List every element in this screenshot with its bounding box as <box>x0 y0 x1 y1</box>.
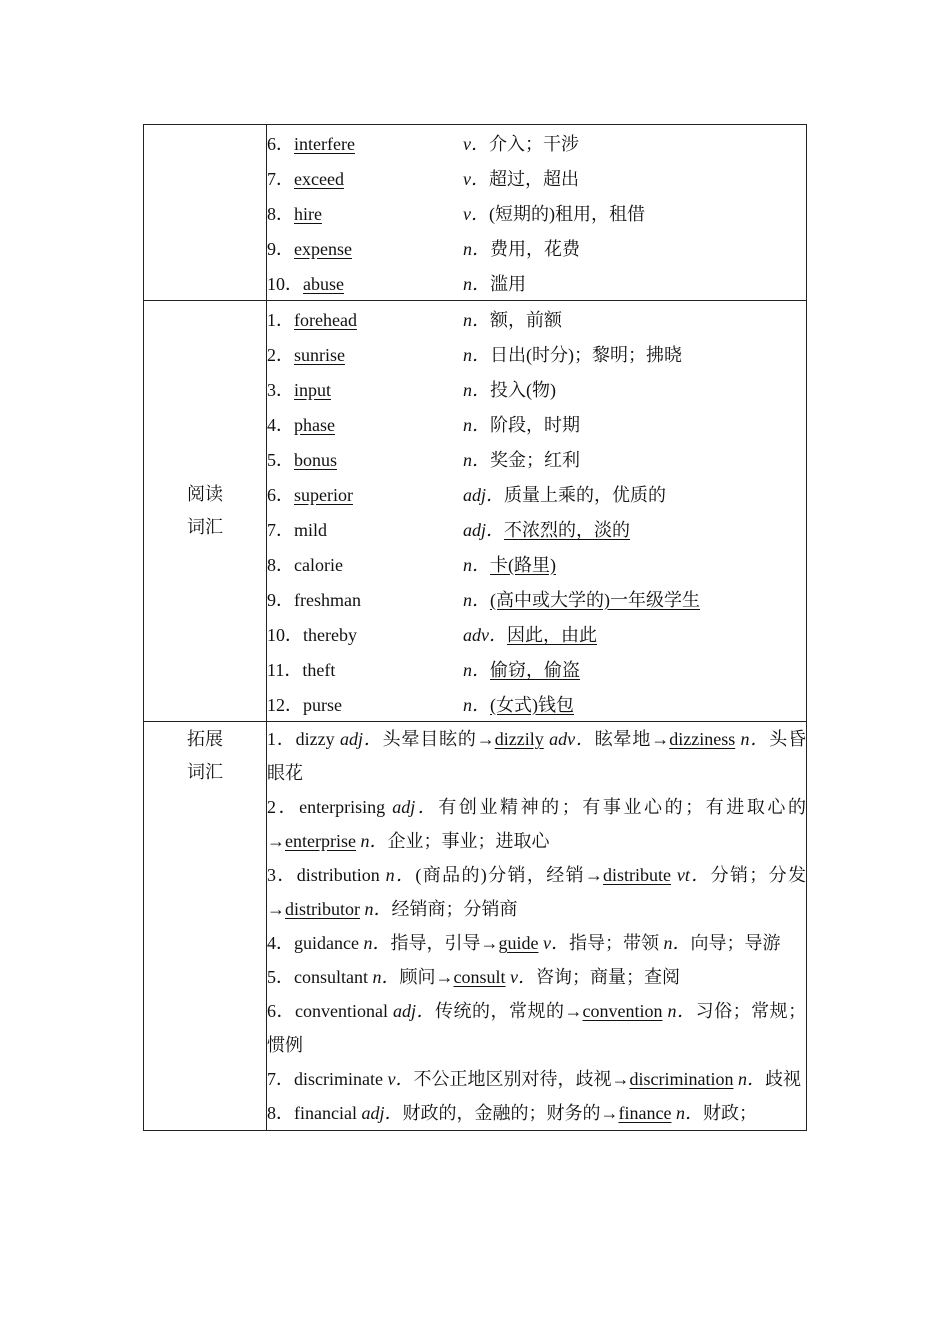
word-row: 10．thereby adv．因此，由此 <box>267 624 597 645</box>
derivation-item: 7．discriminate v．不公正地区别对待，歧视→discrimination n．歧视 <box>267 1069 801 1089</box>
word-row: 9．freshman n．(高中或大学的)一年级学生 <box>267 589 700 610</box>
word-row: 7．exceed v．超过，超出 <box>267 168 579 189</box>
vocab-word: hire <box>294 203 322 224</box>
vocab-word: phase <box>294 414 335 435</box>
derivation-item: 3．distribution n．(商品的)分销，经销→distribute vt．分销；分发→distributor n．经销商；分销商 <box>267 865 807 919</box>
vocab-word: exceed <box>294 168 344 189</box>
category-cell <box>144 301 267 722</box>
answer-blank: discrimination <box>629 1069 734 1089</box>
category-cell-empty <box>144 125 267 301</box>
vocab-word: theft <box>302 659 336 680</box>
answer-blank: 因此，由此 <box>507 624 597 645</box>
answer-blank: 卡(路里) <box>490 554 556 575</box>
vocab-word: expense <box>294 238 352 259</box>
category-label: 拓展 <box>187 729 223 749</box>
word-row: 9．expense n．费用，花费 <box>267 238 580 259</box>
derivation-item: 8．financial adj．财政的，金融的；财务的→finance n．财政； <box>267 1103 757 1123</box>
vocab-word: abuse <box>303 273 344 294</box>
category-label: 词汇 <box>187 762 223 782</box>
word-row: 2．sunrise n．日出(时分)；黎明；拂晓 <box>267 344 682 365</box>
word-row: 3．input n．投入(物) <box>267 379 556 400</box>
vocab-word: purse <box>303 694 342 715</box>
section-reading-vocabulary <box>144 301 807 722</box>
word-row: 4．phase n．阶段，时期 <box>267 414 580 435</box>
answer-blank: distributor <box>285 899 360 919</box>
word-row: 6．superior adj．质量上乘的，优质的 <box>267 484 667 505</box>
derivation-list <box>267 722 807 1131</box>
answer-blank: dizziness <box>669 729 736 749</box>
answer-blank: 不浓烈的，淡的 <box>504 519 631 540</box>
answer-blank: enterprise <box>285 831 356 851</box>
section-continued <box>144 125 807 301</box>
answer-blank: finance <box>618 1103 672 1123</box>
word-list <box>267 301 807 722</box>
category-cell <box>144 722 267 1131</box>
vocab-word: superior <box>294 484 353 505</box>
vocab-word: input <box>294 379 332 400</box>
derivation-item: 5．consultant n．顾问→consult v．咨询；商量；查阅 <box>267 967 680 987</box>
word-list <box>267 125 807 301</box>
word-row: 7．mild adj．不浓烈的，淡的 <box>267 519 631 540</box>
section-extended-vocabulary <box>144 722 807 1131</box>
answer-blank: distribute <box>602 865 671 885</box>
word-row: 5．bonus n．奖金；红利 <box>267 449 580 470</box>
category-label: 词汇 <box>187 517 223 537</box>
answer-blank: (女式)钱包 <box>490 694 574 715</box>
word-row: 8．hire v．(短期的)租用，租借 <box>267 203 645 224</box>
answer-blank: consult <box>453 967 506 987</box>
vocab-word: calorie <box>294 554 343 575</box>
answer-blank: 偷窃，偷盗 <box>490 659 580 680</box>
vocabulary-table <box>143 124 807 1131</box>
vocab-word: mild <box>294 519 328 540</box>
word-row: 12．purse n．(女式)钱包 <box>267 694 574 715</box>
vocab-word: forehead <box>294 309 357 330</box>
derivation-item: 1．dizzy adj．头晕目眩的→dizzily adv．眩晕地→dizziness n．头昏眼花 <box>267 729 807 783</box>
answer-blank: guide <box>498 933 539 953</box>
answer-blank: (高中或大学的)一年级学生 <box>490 589 700 610</box>
vocab-word: sunrise <box>294 344 345 365</box>
derivation-item: 4．guidance n．指导，引导→guide v．指导；带领 n．向导；导游 <box>267 933 781 953</box>
vocab-word: interfere <box>294 133 355 154</box>
category-label: 阅读 <box>187 484 223 504</box>
word-row: 1．forehead n．额，前额 <box>267 309 562 330</box>
word-row: 6．interfere v．介入；干涉 <box>267 133 579 154</box>
vocab-word: freshman <box>294 589 361 610</box>
vocab-word: bonus <box>294 449 338 470</box>
derivation-item: 6．conventional adj．传统的，常规的→convention n．习俗；常规；惯例 <box>267 1001 807 1055</box>
answer-blank: convention <box>582 1001 663 1021</box>
word-row: 11．theft n．偷窃，偷盗 <box>267 659 580 680</box>
vocab-word: thereby <box>303 624 357 645</box>
answer-blank: dizzily <box>494 729 544 749</box>
word-row: 10．abuse n．滥用 <box>267 273 526 294</box>
word-row: 8．calorie n．卡(路里) <box>267 554 556 575</box>
derivation-item: 2．enterprising adj．有创业精神的；有事业心的；有进取心的→enterprise n．企业；事业；进取心 <box>267 797 807 851</box>
